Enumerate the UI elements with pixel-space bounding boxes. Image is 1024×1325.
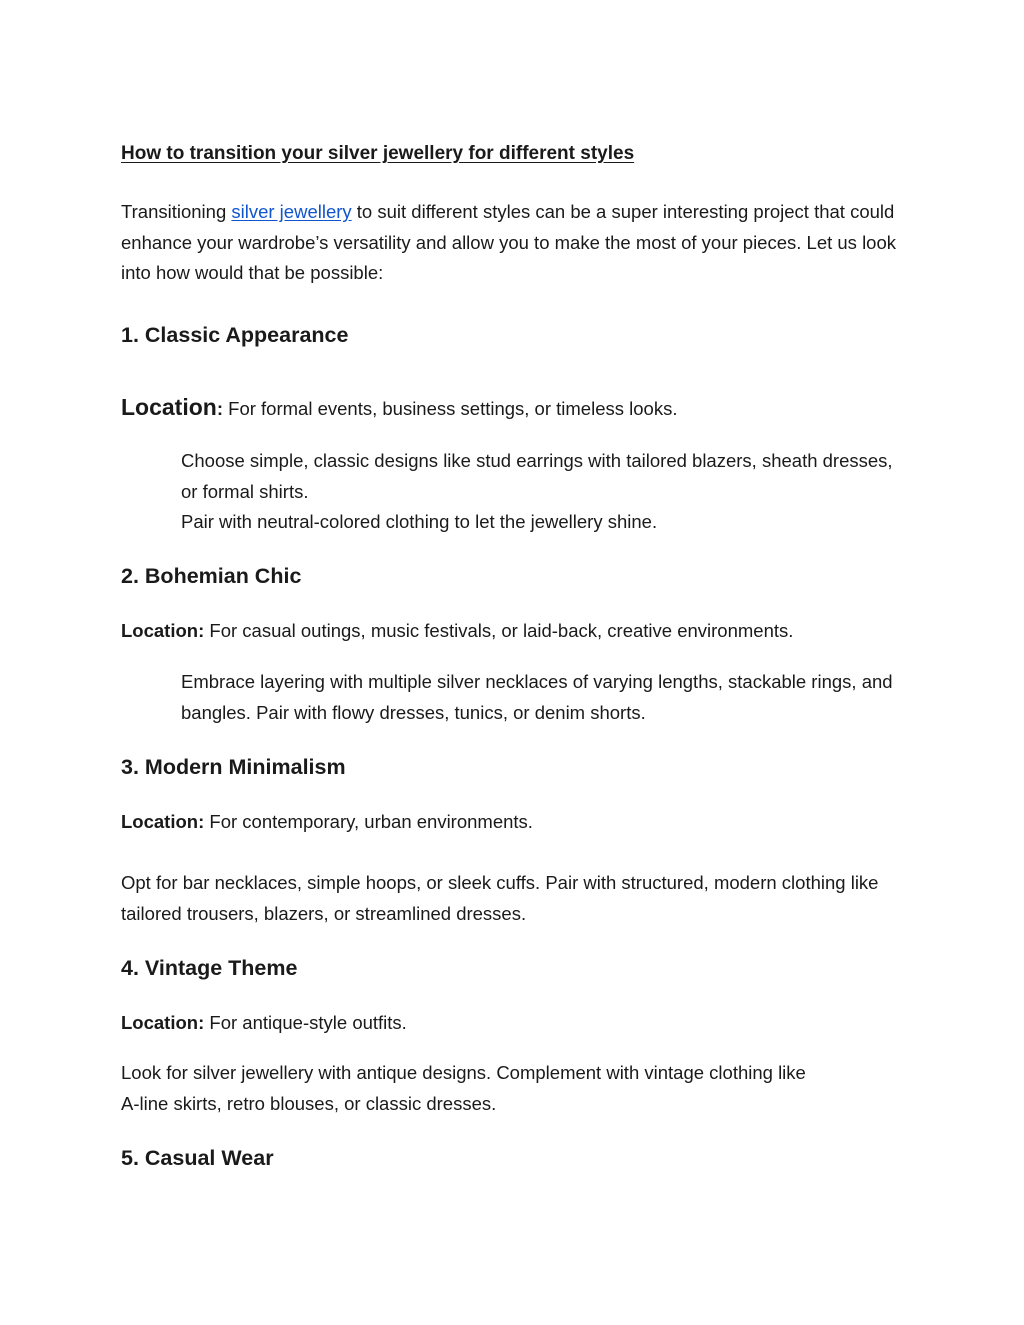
section-heading-vintage-theme: 4. Vintage Theme — [121, 956, 298, 980]
section-heading-casual-wear: 5. Casual Wear — [121, 1146, 274, 1170]
location-bohemian-chic — [121, 616, 911, 647]
modern-minimalism-body: Opt for bar necklaces, simple hoops, or sleek cuffs. Pair with structured, modern clothing like tailored trousers, blazers, or streamlined dresses. — [121, 872, 879, 924]
location-classic-appearance — [121, 392, 911, 425]
location-vintage-theme — [121, 1008, 911, 1039]
classic-appearance-line-1: Choose simple, classic designs like stud earrings with tailored blazers, sheath dresses, or formal shirts. — [181, 450, 893, 502]
bohemian-chic-body: Embrace layering with multiple silver necklaces of varying lengths, stackable rings, and bangles. Pair with flowy dresses, tunics, or denim shorts. — [181, 671, 893, 723]
location-text: For antique-style outfits. — [204, 1012, 407, 1033]
page-title: How to transition your silver jewellery for different styles — [121, 143, 635, 164]
intro-paragraph — [121, 197, 911, 289]
intro-text-end: to suit different styles can be a super interesting project that could enhance your wardrobe’s versatility and allow you to make the most of your pieces. Let us look into how would that be possible: — [121, 201, 897, 283]
location-colon: : — [216, 398, 224, 419]
location-label: Location: — [121, 1012, 205, 1033]
location-text: For formal events, business settings, or timeless looks. — [223, 398, 678, 419]
location-label: Location: — [121, 811, 205, 832]
section-heading-bohemian-chic: 2. Bohemian Chic — [121, 564, 302, 588]
section-heading-classic-appearance: 1. Classic Appearance — [121, 323, 349, 347]
classic-appearance-line-2: Pair with neutral-colored clothing to let the jewellery shine. — [181, 511, 658, 532]
intro-text-start: Transitioning — [121, 201, 232, 222]
location-label: Location — [121, 394, 217, 420]
location-text: For casual outings, music festivals, or laid-back, creative environments. — [204, 620, 794, 641]
location-modern-minimalism — [121, 807, 911, 838]
section-heading-modern-minimalism: 3. Modern Minimalism — [121, 755, 346, 779]
vintage-theme-body-line-2: A-line skirts, retro blouses, or classic dresses. — [121, 1093, 497, 1114]
location-label: Location: — [121, 620, 205, 641]
silver-jewellery-link[interactable]: silver jewellery — [231, 201, 352, 222]
location-text: For contemporary, urban environments. — [204, 811, 533, 832]
vintage-theme-body-line-1: Look for silver jewellery with antique designs. Complement with vintage clothing like — [121, 1062, 806, 1083]
